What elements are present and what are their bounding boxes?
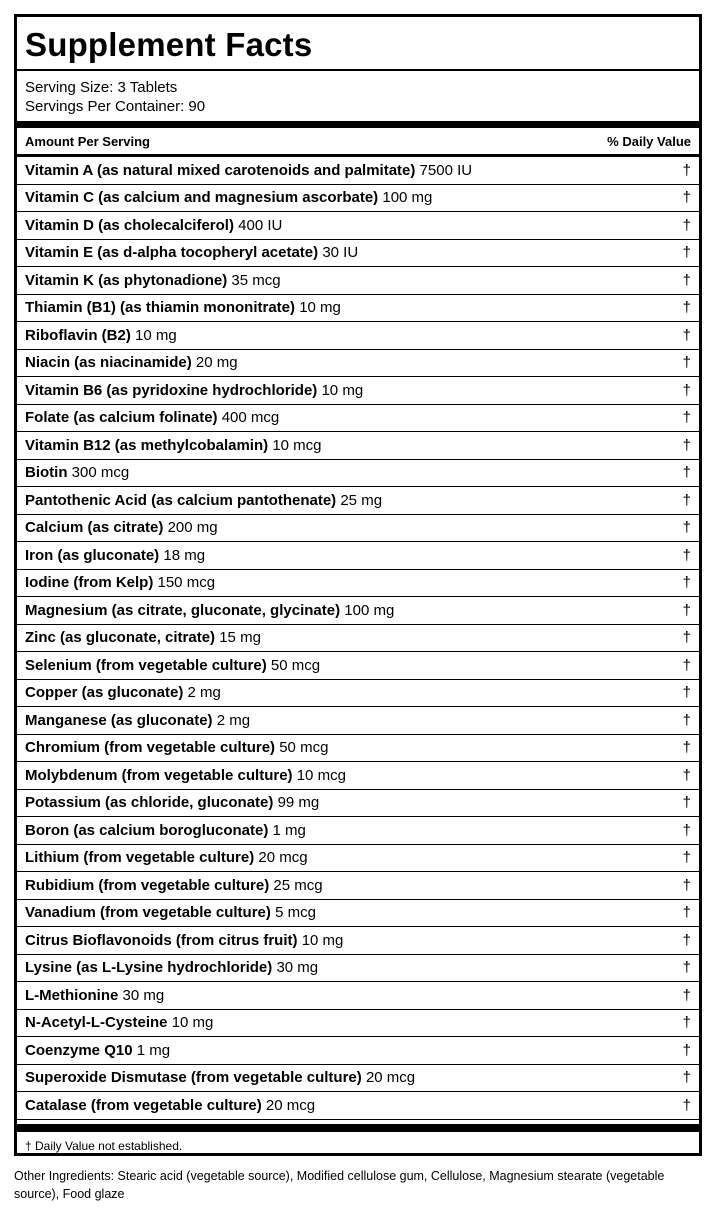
nutrient-name: Vitamin B12 (as methylcobalamin) [25, 436, 269, 454]
nutrient-row [17, 900, 699, 928]
serving-size: Serving Size: 3 Tablets [25, 79, 178, 96]
nutrient-text [25, 987, 164, 1004]
nutrient-row [17, 460, 699, 488]
nutrient-row [17, 597, 699, 625]
nutrient-amount: 20 mcg [265, 1096, 316, 1114]
nutrient-name: Molybdenum (from vegetable culture) [25, 766, 293, 784]
daily-value: † [682, 629, 691, 647]
nutrient-text [25, 354, 238, 371]
nutrient-name: Rubidium (from vegetable culture) [25, 876, 270, 894]
nutrient-amount: 20 mg [195, 354, 238, 372]
nutrient-text [25, 657, 320, 674]
daily-value: † [682, 1014, 691, 1032]
nutrient-amount: 10 mg [171, 1014, 214, 1032]
nutrient-text [25, 739, 328, 756]
nutrient-name: Biotin [25, 464, 68, 482]
daily-value: † [682, 766, 691, 784]
nutrient-text [25, 547, 205, 564]
nutrient-text [25, 849, 308, 866]
nutrient-row [17, 735, 699, 763]
nutrient-amount: 1 mg [272, 821, 306, 839]
nutrient-amount: 30 mg [276, 959, 319, 977]
daily-value: † [682, 271, 691, 289]
nutrient-name: Selenium (from vegetable culture) [25, 656, 267, 674]
nutrient-amount: 99 mg [277, 794, 320, 812]
nutrient-row [17, 1037, 699, 1065]
nutrient-row [17, 487, 699, 515]
daily-value-label: % Daily Value [607, 133, 691, 149]
nutrient-row [17, 845, 699, 873]
thick-divider-bottom [17, 1124, 699, 1132]
nutrient-name: Vitamin K (as phytonadione) [25, 271, 228, 289]
nutrient-row [17, 212, 699, 240]
nutrient-amount: 18 mg [163, 546, 206, 564]
supplement-facts-panel [14, 14, 702, 1156]
nutrient-amount: 10 mg [301, 931, 344, 949]
nutrient-name: Iron (as gluconate) [25, 546, 160, 564]
nutrient-amount: 1 mg [136, 1041, 171, 1059]
daily-value: † [682, 656, 691, 674]
nutrient-text [25, 822, 306, 839]
nutrient-name: Vitamin E (as d-alpha tocopheryl acetate) [25, 244, 319, 262]
daily-value: † [682, 711, 691, 729]
nutrient-name: Citrus Bioflavonoids (from citrus fruit) [25, 931, 298, 949]
nutrient-text [25, 189, 432, 206]
daily-value: † [682, 436, 691, 454]
daily-value: † [682, 959, 691, 977]
nutrient-name: Riboflavin (B2) [25, 326, 131, 344]
nutrient-name: Vitamin A (as natural mixed carotenoids and palmitate) [25, 161, 416, 179]
nutrient-name: Potassium (as chloride, gluconate) [25, 794, 274, 812]
nutrient-name: Lithium (from vegetable culture) [25, 849, 255, 867]
nutrient-text [25, 959, 318, 976]
daily-value: † [682, 684, 691, 702]
nutrient-name: Copper (as gluconate) [25, 684, 184, 702]
nutrient-name: Iodine (from Kelp) [25, 574, 154, 592]
daily-value: † [682, 931, 691, 949]
nutrient-text [25, 767, 346, 784]
nutrient-row [17, 432, 699, 460]
daily-value: † [682, 491, 691, 509]
nutrient-text [25, 877, 323, 894]
nutrient-row [17, 350, 699, 378]
nutrient-amount: 50 mcg [270, 656, 321, 674]
nutrient-amount: 20 mcg [365, 1069, 416, 1087]
nutrient-row [17, 570, 699, 598]
daily-value: † [682, 794, 691, 812]
daily-value: † [682, 849, 691, 867]
nutrient-amount: 50 mcg [279, 739, 329, 757]
nutrient-amount: 35 mcg [231, 271, 281, 289]
nutrient-text [25, 904, 316, 921]
nutrient-amount: 10 mg [321, 381, 364, 399]
nutrient-amount: 300 mcg [71, 464, 130, 482]
nutrient-row [17, 185, 699, 213]
nutrient-name: Vitamin D (as cholecalciferol) [25, 216, 234, 234]
nutrient-text [25, 602, 394, 619]
nutrient-row [17, 817, 699, 845]
nutrient-row [17, 322, 699, 350]
nutrient-amount: 15 mg [219, 629, 261, 647]
nutrient-text [25, 794, 319, 811]
nutrient-amount: 25 mcg [273, 876, 323, 894]
nutrient-text [25, 272, 281, 289]
nutrient-name: Boron (as calcium borogluconate) [25, 821, 269, 839]
daily-value: † [682, 244, 691, 262]
daily-value: † [682, 546, 691, 564]
nutrient-text [25, 932, 343, 949]
nutrient-name: Calcium (as citrate) [25, 519, 164, 537]
nutrient-text [25, 629, 261, 646]
nutrient-row [17, 625, 699, 653]
daily-value: † [682, 519, 691, 537]
daily-value: † [682, 986, 691, 1004]
nutrient-text [25, 1097, 315, 1114]
nutrient-name: L-Methionine [25, 986, 119, 1004]
nutrient-row [17, 955, 699, 983]
nutrient-amount: 2 mg [187, 684, 221, 702]
nutrient-text [25, 1014, 213, 1031]
nutrient-name: Pantothenic Acid (as calcium pantothenate) [25, 491, 337, 509]
nutrient-text [25, 217, 282, 234]
nutrient-row [17, 680, 699, 708]
nutrient-text [25, 382, 363, 399]
daily-value: † [682, 904, 691, 922]
nutrient-row [17, 1092, 699, 1120]
nutrient-text [25, 299, 341, 316]
nutrient-text [25, 1042, 170, 1059]
daily-value: † [682, 216, 691, 234]
nutrient-amount: 100 mg [344, 601, 395, 619]
nutrient-name: N-Acetyl-L-Cysteine [25, 1014, 168, 1032]
column-header [17, 128, 699, 157]
nutrient-row [17, 295, 699, 323]
nutrient-amount: 30 IU [322, 244, 359, 262]
nutrient-name: Zinc (as gluconate, citrate) [25, 629, 216, 647]
daily-value: † [682, 574, 691, 592]
daily-value: † [682, 821, 691, 839]
nutrient-name: Vitamin C (as calcium and magnesium ascorbate) [25, 189, 379, 207]
nutrient-text [25, 712, 250, 729]
nutrient-amount: 10 mg [135, 326, 177, 344]
nutrient-row [17, 157, 699, 185]
nutrient-row [17, 542, 699, 570]
nutrient-text [25, 464, 129, 481]
daily-value: † [682, 1069, 691, 1087]
nutrient-name: Catalase (from vegetable culture) [25, 1096, 262, 1114]
daily-value: † [682, 1041, 691, 1059]
nutrient-amount: 7500 IU [419, 161, 473, 179]
nutrient-amount: 5 mcg [275, 904, 316, 922]
nutrient-name: Folate (as calcium folinate) [25, 409, 218, 427]
nutrient-row [17, 1010, 699, 1038]
nutrient-name: Manganese (as gluconate) [25, 711, 213, 729]
daily-value: † [682, 739, 691, 757]
daily-value: † [682, 464, 691, 482]
nutrient-row [17, 267, 699, 295]
nutrient-row [17, 762, 699, 790]
nutrient-name: Magnesium (as citrate, gluconate, glycinate) [25, 601, 341, 619]
nutrient-row [17, 515, 699, 543]
daily-value: † [682, 876, 691, 894]
serving-info [17, 71, 699, 121]
nutrient-name: Coenzyme Q10 [25, 1041, 133, 1059]
nutrient-amount: 200 mg [167, 519, 218, 537]
nutrient-row [17, 240, 699, 268]
nutrient-text [25, 574, 215, 591]
nutrient-name: Superoxide Dismutase (from vegetable culture) [25, 1069, 362, 1087]
nutrient-amount: 400 mcg [221, 409, 280, 427]
daily-value: † [682, 189, 691, 207]
nutrient-text [25, 327, 177, 344]
nutrient-row [17, 1065, 699, 1093]
daily-value: † [682, 326, 691, 344]
nutrient-text [25, 244, 358, 261]
nutrient-text [25, 684, 221, 701]
daily-value: † [682, 601, 691, 619]
daily-value: † [682, 381, 691, 399]
nutrient-row [17, 872, 699, 900]
nutrient-amount: 10 mcg [296, 766, 346, 784]
nutrient-row [17, 377, 699, 405]
other-ingredients: Other Ingredients: Stearic acid (vegetable source), Modified cellulose gum, Cellulose, Magnesium stearate (vegetable source), Food glaze [14, 1169, 665, 1201]
nutrient-name: Niacin (as niacinamide) [25, 354, 192, 372]
nutrient-amount: 30 mg [122, 986, 165, 1004]
nutrient-list [17, 157, 699, 1120]
footnote: † Daily Value not established. [25, 1138, 183, 1153]
nutrient-amount: 20 mcg [258, 849, 308, 867]
nutrient-amount: 150 mcg [157, 574, 216, 592]
daily-value: † [682, 161, 691, 179]
nutrient-name: Lysine (as L-Lysine hydrochloride) [25, 959, 273, 977]
nutrient-name: Thiamin (B1) (as thiamin mononitrate) [25, 299, 296, 317]
nutrient-text [25, 1069, 415, 1086]
nutrient-amount: 100 mg [382, 189, 433, 207]
nutrient-row [17, 927, 699, 955]
thick-divider [17, 121, 699, 128]
nutrient-amount: 10 mcg [272, 436, 322, 454]
nutrient-amount: 25 mg [340, 491, 383, 509]
amount-per-serving-label: Amount Per Serving [25, 133, 150, 149]
daily-value: † [682, 409, 691, 427]
nutrient-name: Vanadium (from vegetable culture) [25, 904, 271, 922]
nutrient-text [25, 492, 382, 509]
nutrient-row [17, 982, 699, 1010]
nutrient-text [25, 437, 322, 454]
nutrient-row [17, 652, 699, 680]
nutrient-amount: 2 mg [216, 711, 251, 729]
panel-title: Supplement Facts [17, 17, 699, 71]
nutrient-row [17, 707, 699, 735]
nutrient-amount: 10 mg [299, 299, 341, 317]
nutrient-amount: 400 IU [238, 216, 283, 234]
nutrient-name: Vitamin B6 (as pyridoxine hydrochloride) [25, 381, 318, 399]
servings-per-container: Servings Per Container: 90 [25, 98, 206, 115]
nutrient-row [17, 790, 699, 818]
daily-value: † [682, 1096, 691, 1114]
nutrient-row [17, 405, 699, 433]
daily-value: † [682, 299, 691, 317]
nutrient-name: Chromium (from vegetable culture) [25, 739, 276, 757]
nutrient-text [25, 162, 472, 179]
daily-value: † [682, 354, 691, 372]
nutrient-text [25, 409, 279, 426]
nutrient-text [25, 519, 218, 536]
